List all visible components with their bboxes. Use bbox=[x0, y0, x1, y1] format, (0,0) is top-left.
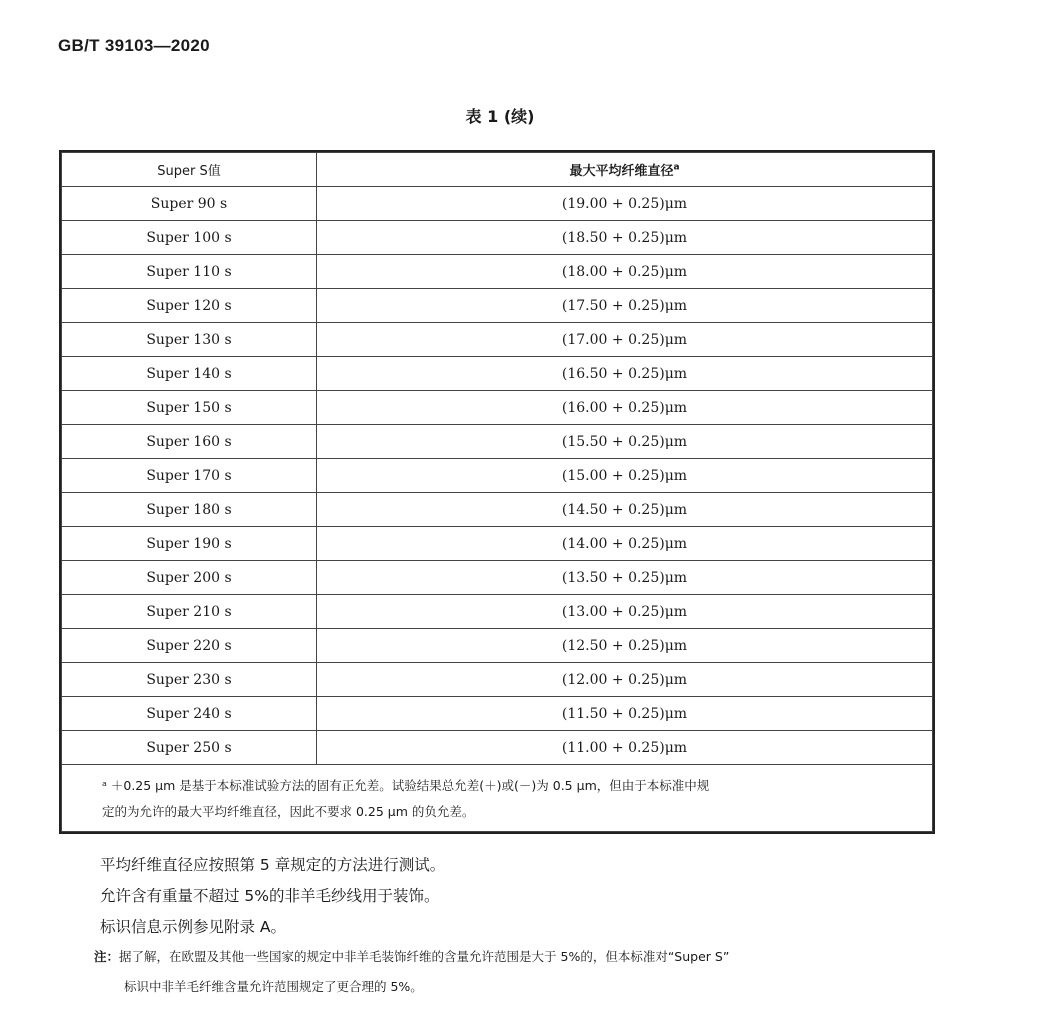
cell-max-diameter: (18.00 + 0.25)μm bbox=[317, 255, 933, 289]
cell-max-diameter: (19.00 + 0.25)μm bbox=[317, 187, 933, 221]
table-title: 表 1 (续) bbox=[465, 107, 535, 126]
table-row bbox=[62, 323, 933, 357]
note-block bbox=[94, 942, 954, 1002]
cell-max-diameter: (12.00 + 0.25)μm bbox=[317, 663, 933, 697]
table-row bbox=[62, 493, 933, 527]
note-text-1: 据了解，在欧盟及其他一些国家的规定中非羊毛装饰纤维的含量允许范围是大于 5%的，但本标准对“Super S” bbox=[119, 949, 730, 964]
footnote-line-1: ᵃ ＋0.25 μm 是基于本标准试验方法的固有正允差。试验结果总允差(＋)或(－)为 0.5 μm，但由于本标准中规 bbox=[102, 778, 710, 793]
table-row bbox=[62, 561, 933, 595]
column-header-max-diameter bbox=[317, 153, 933, 187]
cell-max-diameter: (11.50 + 0.25)μm bbox=[317, 697, 933, 731]
table-row bbox=[62, 255, 933, 289]
cell-super-s-value: Super 160 s bbox=[62, 425, 317, 459]
cell-max-diameter: (12.50 + 0.25)μm bbox=[317, 629, 933, 663]
cell-super-s-value: Super 100 s bbox=[62, 221, 317, 255]
cell-super-s-value: Super 230 s bbox=[62, 663, 317, 697]
footnote-mark: a bbox=[673, 162, 680, 173]
cell-max-diameter: (16.50 + 0.25)μm bbox=[317, 357, 933, 391]
body-line-2: 允许含有重量不超过 5%的非羊毛纱线用于装饰。 bbox=[100, 887, 440, 905]
table-row bbox=[62, 221, 933, 255]
table-row bbox=[62, 629, 933, 663]
cell-super-s-value: Super 130 s bbox=[62, 323, 317, 357]
note-line-1 bbox=[94, 942, 954, 972]
table-footnote bbox=[62, 765, 933, 832]
cell-super-s-value: Super 190 s bbox=[62, 527, 317, 561]
column-header-label: 最大平均纤维直径 bbox=[569, 164, 674, 179]
column-header-super-s: Super S值 bbox=[62, 153, 317, 187]
super-s-table bbox=[61, 152, 933, 832]
table-row bbox=[62, 187, 933, 221]
cell-max-diameter: (16.00 + 0.25)μm bbox=[317, 391, 933, 425]
cell-max-diameter: (13.50 + 0.25)μm bbox=[317, 561, 933, 595]
data-table-frame bbox=[59, 150, 935, 834]
cell-max-diameter: (15.50 + 0.25)μm bbox=[317, 425, 933, 459]
table-header-row bbox=[62, 153, 933, 187]
table-row bbox=[62, 731, 933, 765]
table-row bbox=[62, 425, 933, 459]
cell-max-diameter: (13.00 + 0.25)μm bbox=[317, 595, 933, 629]
cell-super-s-value: Super 210 s bbox=[62, 595, 317, 629]
cell-max-diameter: (17.50 + 0.25)μm bbox=[317, 289, 933, 323]
cell-super-s-value: Super 140 s bbox=[62, 357, 317, 391]
table-row bbox=[62, 697, 933, 731]
table-row bbox=[62, 595, 933, 629]
footnote-line-2: 定的为允许的最大平均纤维直径，因此不要求 0.25 μm 的负允差。 bbox=[102, 804, 475, 819]
document-code: GB/T 39103—2020 bbox=[58, 36, 210, 55]
cell-max-diameter: (15.00 + 0.25)μm bbox=[317, 459, 933, 493]
cell-max-diameter: (14.50 + 0.25)μm bbox=[317, 493, 933, 527]
note-label: 注： bbox=[94, 949, 120, 964]
cell-max-diameter: (14.00 + 0.25)μm bbox=[317, 527, 933, 561]
table-row bbox=[62, 663, 933, 697]
body-text bbox=[100, 850, 445, 943]
cell-max-diameter: (18.50 + 0.25)μm bbox=[317, 221, 933, 255]
cell-super-s-value: Super 150 s bbox=[62, 391, 317, 425]
cell-super-s-value: Super 120 s bbox=[62, 289, 317, 323]
table-row bbox=[62, 527, 933, 561]
cell-super-s-value: Super 170 s bbox=[62, 459, 317, 493]
table-row bbox=[62, 289, 933, 323]
cell-super-s-value: Super 110 s bbox=[62, 255, 317, 289]
cell-super-s-value: Super 180 s bbox=[62, 493, 317, 527]
cell-max-diameter: (17.00 + 0.25)μm bbox=[317, 323, 933, 357]
cell-super-s-value: Super 200 s bbox=[62, 561, 317, 595]
note-line-2: 标识中非羊毛纤维含量允许范围规定了更合理的 5%。 bbox=[124, 979, 423, 994]
table-row bbox=[62, 391, 933, 425]
table-row bbox=[62, 357, 933, 391]
table-footnote-row bbox=[62, 765, 933, 832]
cell-super-s-value: Super 220 s bbox=[62, 629, 317, 663]
table-row bbox=[62, 459, 933, 493]
body-line-3: 标识信息示例参见附录 A。 bbox=[100, 918, 287, 936]
cell-max-diameter: (11.00 + 0.25)μm bbox=[317, 731, 933, 765]
cell-super-s-value: Super 250 s bbox=[62, 731, 317, 765]
body-line-1: 平均纤维直径应按照第 5 章规定的方法进行测试。 bbox=[100, 856, 446, 874]
cell-super-s-value: Super 240 s bbox=[62, 697, 317, 731]
cell-super-s-value: Super 90 s bbox=[62, 187, 317, 221]
